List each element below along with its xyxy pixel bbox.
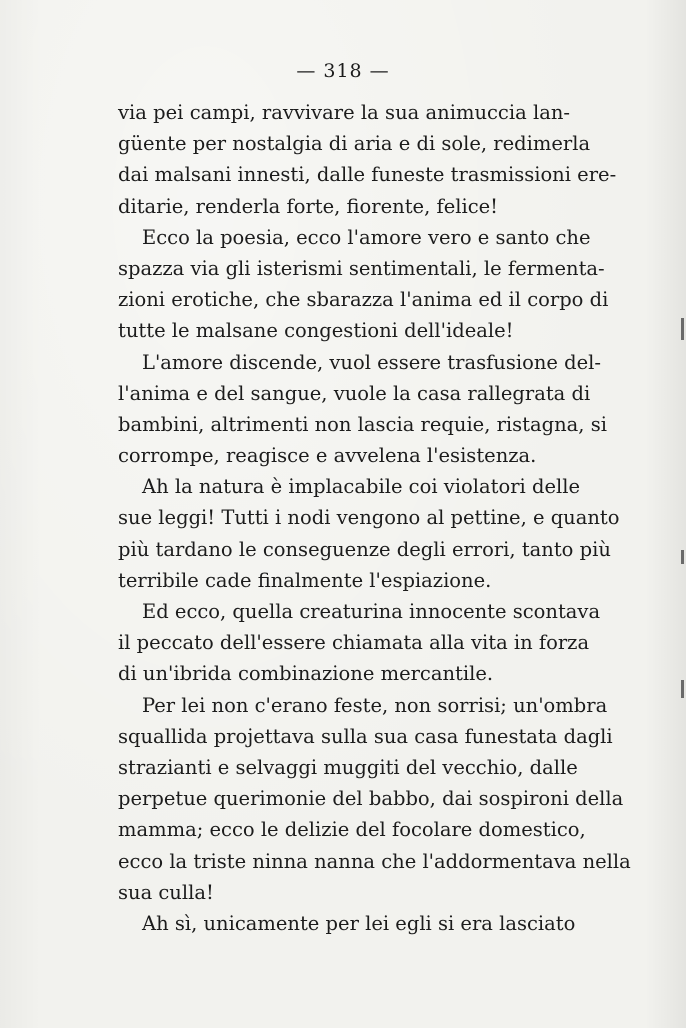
- text-line: più tardano le conseguenze degli errori, tanto più: [118, 537, 611, 561]
- text-line: perpetue querimonie del babbo, dai sospironi della: [118, 787, 624, 811]
- page-edge-mark: [681, 680, 684, 698]
- text-line: mamma; ecco le delizie del focolare domestico,: [118, 818, 586, 842]
- text-line: corrompe, reagisce e avvelena l'esistenza.: [118, 444, 537, 468]
- page-number: — 318 —: [296, 60, 390, 82]
- text-line: Ah la natura è implacabile coi violatori delle: [142, 475, 580, 499]
- text-line: il peccato dell'essere chiamata alla vita in forza: [118, 631, 590, 655]
- text-line: via pei campi, ravvivare la sua animuccia lan-: [118, 101, 570, 124]
- body-text: [118, 97, 631, 939]
- text-line: tutte le malsane congestioni dell'ideale!: [118, 319, 514, 343]
- text-line: sua culla!: [118, 880, 214, 904]
- text-line: di un'ibrida combinazione mercantile.: [118, 662, 494, 686]
- text-line: güente per nostalgia di aria e di sole, redimerla: [118, 132, 591, 156]
- text-line: sue leggi! Tutti i nodi vengono al pettine, e quanto: [118, 506, 620, 530]
- text-line: ditarie, renderla forte, fiorente, felice!: [118, 194, 499, 218]
- text-line: zioni erotiche, che sbarazza l'anima ed il corpo di: [118, 288, 609, 312]
- text-line: Ecco la poesia, ecco l'amore vero e santo che: [142, 225, 591, 249]
- text-line: L'amore discende, vuol essere trasfusione del-: [142, 350, 601, 374]
- text-line: dai malsani innesti, dalle funeste trasmissioni ere-: [118, 163, 617, 187]
- text-line: Per lei non c'erano feste, non sorrisi; un'ombra: [142, 693, 608, 717]
- text-line: squallida projettava sulla sua casa funestata dagli: [118, 724, 613, 748]
- text-line: Ah sì, unicamente per lei egli si era lasciato: [142, 911, 576, 935]
- text-line: l'anima e del sangue, vuole la casa rallegrata di: [118, 381, 591, 405]
- text-line: terribile cade finalmente l'espiazione.: [118, 568, 492, 592]
- text-line: strazianti e selvaggi muggiti del vecchio, dalle: [118, 755, 578, 779]
- text-line: spazza via gli isterismi sentimentali, le fermenta-: [118, 256, 605, 280]
- page-edge-mark: [681, 550, 684, 564]
- text-line: ecco la triste ninna nanna che l'addormentava nella: [118, 849, 631, 873]
- text-line: Ed ecco, quella creaturina innocente scontava: [142, 600, 601, 623]
- page-edge-mark: [681, 318, 684, 340]
- text-line: bambini, altrimenti non lascia requie, ristagna, si: [118, 412, 607, 436]
